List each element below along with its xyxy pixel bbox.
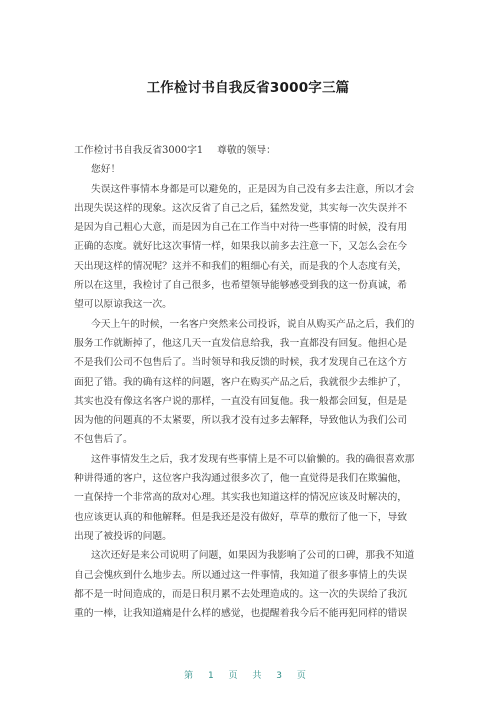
subtitle-line (74, 141, 422, 160)
paragraph-line: 一直保持一个非常高的敌对心理。其实我也知道这样的情况应该及时解决的， (74, 492, 408, 504)
paragraph-line: 因为他的问题真的不太紧要，所以我才没有过多去解释，导致他认为我们公司 (74, 415, 408, 427)
greeting: 您好！ (91, 164, 121, 176)
paragraph (74, 180, 422, 315)
paragraph-line: 自己会愧疚到什么地步去。所以通过这一件事情，我知道了很多事情上的失误 (74, 569, 408, 581)
paragraph-line: 服务工作就断掉了，他这几天一直发信息给我，我一直都没有回复。他担心是 (74, 337, 408, 349)
paragraph (74, 546, 422, 623)
paragraph-line: 也应该更认真的和他解释。但是我还是没有做好，草草的敷衍了他一下，导致 (74, 511, 408, 523)
paragraph-line: 面犯了错。我的确有这样的问题，客户在购买产品之后，我就很少去维护了， (74, 376, 408, 388)
paragraph (74, 315, 422, 450)
paragraph-line: 出现了被投诉的问题。 (74, 530, 172, 542)
paragraph-line: 所以在这里，我检讨了自己很多，也希望领导能够感受到我的这一份真诚，希 (74, 280, 408, 292)
paragraph-line: 今天上午的时候，一名客户突然来公司投诉，说自从购买产品之后，我们的 (91, 318, 415, 330)
paragraph (74, 450, 422, 546)
paragraph-line: 天出现这样的情况呢？这并不和我们的粗细心有关，而是我的个人态度有关， (74, 260, 408, 272)
paragraph-line: 这次还好是来公司说明了问题，如果因为我影响了公司的口碑，那我不知道 (91, 550, 415, 562)
page-footer: 第 1 页 共 3 页 (184, 671, 312, 681)
paragraph-line: 重的一棒，让我知道痛是什么样的感觉，也提醒着我今后不能再犯同样的错误 (74, 608, 408, 620)
paragraph-line: 种讲得通的客户，这位客户我沟通过很多次了，他一直觉得是我们在欺骗他， (74, 473, 408, 485)
paragraph-line: 其实也没有像这名客户说的那样，一直没有回复他。我一般都会回复，但是是 (74, 395, 408, 407)
paragraph-line: 都不是一时间造成的，而是日积月累不去处理造成的。这一次的失误给了我沉 (74, 588, 408, 600)
document-body (74, 141, 422, 623)
paragraph-line: 出现失误这样的现象。这次反省了自己之后，猛然发觉，其实每一次失误并不 (74, 202, 408, 214)
salutation: 尊敬的领导： (217, 145, 276, 156)
paragraph-line: 望可以原谅我这一次。 (74, 299, 172, 311)
paragraph-line: 不包售后了。 (74, 434, 133, 446)
paragraph-line: 不是我们公司不包售后了。当时领导和我反馈的时候，我才发现自己在这个方 (74, 357, 408, 369)
paragraph-line: 这件事情发生之后，我才发现有些事情上是不可以偷懒的。我的确很喜欢那 (91, 453, 415, 465)
paragraph-line: 是因为自己粗心大意，而是因为自己在工作当中对待一些事情的时候，没有用 (74, 222, 408, 234)
page-title: 工作检讨书自我反省3000字三篇 (146, 80, 350, 96)
paragraph-line: 正确的态度。就好比这次事情一样，如果我以前多去注意一下，又怎么会在今 (74, 241, 408, 253)
document-subtitle: 工作检讨书自我反省3000字1 (74, 145, 204, 156)
paragraph-line: 失误这件事情本身都是可以避免的，正是因为自己没有多去注意，所以才会 (91, 183, 415, 195)
